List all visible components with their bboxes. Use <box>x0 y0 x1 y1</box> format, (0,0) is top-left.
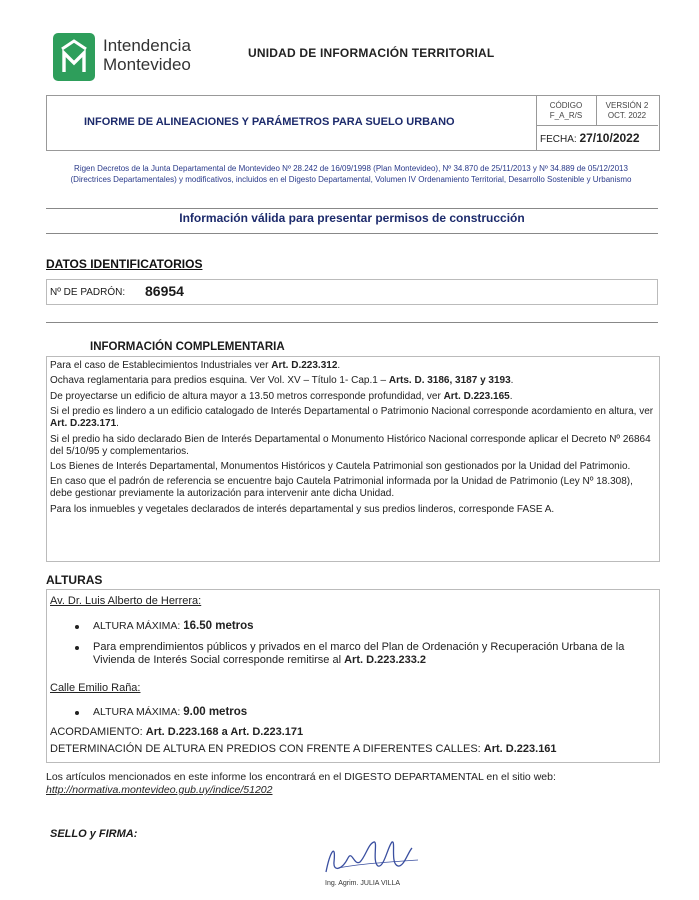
table-divider <box>536 125 658 126</box>
report-date: FECHA: 27/10/2022 <box>540 131 640 145</box>
list-item: Para los inmuebles y vegetales declarados de interés departamental y sus predios linderos, corresponde FASE A. <box>50 503 555 515</box>
determinacion-row: DETERMINACIÓN DE ALTURA EN PREDIOS CON FRENTE A DIFERENTES CALLES: Art. D.223.161 <box>50 743 557 755</box>
logo-m-icon <box>59 38 89 76</box>
signer-name: Ing. Agrim. JULIA VILLA <box>325 880 401 887</box>
acordamiento-row: ACORDAMIENTO: Art. D.223.168 a Art. D.223.171 <box>50 726 304 738</box>
digesto-link[interactable]: http://normativa.montevideo.gub.uy/indice/51202 <box>46 784 273 796</box>
code-cell: CÓDIGO F_A_R/S <box>549 101 583 120</box>
list-item: De proyectarse un edificio de altura mayor a 13.50 metros corresponde profundidad, ver Art. D.223.165. <box>50 390 513 402</box>
list-item: En caso que el padrón de referencia se encuentre bajo Cautela Patrimonial informada por la Unidad de Patrimonio (Ley Nº 18.308), debe gestionar previamente la autorización para intervenir ante dicha Unidad. <box>50 476 633 500</box>
list-item: Si el predio es lindero a un edificio catalogado de Interés Departamental o Patrimonio Nacional corresponde acordamiento en altura, ver Art. D.223.171. <box>50 406 654 430</box>
list-item: Los Bienes de Interés Departamental, Monumentos Históricos y Cautela Patrimonial son gestionados por la Unidad del Patrimonio. <box>50 460 631 472</box>
version-cell: VERSIÓN 2 OCT. 2022 <box>605 101 649 120</box>
bullet-icon <box>75 625 79 629</box>
divider <box>46 208 658 209</box>
list-item: Ochava reglamentaria para predios esquina. Ver Vol. XV – Título 1- Cap.1 – Arts. D. 3186, 3187 y 3193. <box>50 375 514 387</box>
padron-value: 86954 <box>145 283 184 299</box>
logo-mark <box>53 33 95 81</box>
datos-heading: DATOS IDENTIFICATORIOS <box>46 257 203 271</box>
bullet-icon <box>75 646 79 650</box>
max-height-row: ALTURA MÁXIMA: 16.50 metros <box>93 620 254 632</box>
unit-title: UNIDAD DE INFORMACIÓN TERRITORIAL <box>248 46 495 60</box>
divider <box>46 322 658 323</box>
padron-label: Nº DE PADRÓN: <box>50 287 126 298</box>
street-name: Calle Emilio Raña: <box>50 682 141 694</box>
complementaria-list <box>50 360 655 519</box>
alturas-heading: ALTURAS <box>46 573 103 587</box>
padron-box <box>46 279 658 305</box>
sello-label: SELLO y FIRMA: <box>50 828 138 840</box>
bullet-icon <box>75 711 79 715</box>
list-item: Para el caso de Establecimientos Industriales ver Art. D.223.312. <box>50 360 341 371</box>
decree-text: Rigen Decretos de la Junta Departamental de Montevideo Nº 28.242 de 16/09/1998 (Plan Montevideo), Nº 34.870 de 25/11/2013 y Nº 34.889 de 05/12/2013 (Directrices Departamentales) y modificativos, incluidos en el Digesto Departamental, Volumen IV Ordenamiento Territorial, Desarrollo Sostenible y Urbanismo <box>70 164 632 184</box>
report-title: INFORME DE ALINEACIONES Y PARÁMETROS PARA SUELO URBANO <box>84 116 455 128</box>
valid-info-banner: Información válida para presentar permisos de construcción <box>179 211 525 225</box>
complementaria-heading: INFORMACIÓN COMPLEMENTARIA <box>90 341 285 353</box>
social-housing-note: Para emprendimientos públicos y privados en el marco del Plan de Ordenación y Recuperación Urbana de la Vivienda de Interés Social corresponde remitirse al Art. D.223.233.2 <box>93 641 625 666</box>
divider <box>46 233 658 234</box>
list-item: Si el predio ha sido declarado Bien de Interés Departamental o Monumento Histórico Nacional corresponde aplicar el Decreto Nº 26864 del 5/10/95 y complementarios. <box>50 433 651 457</box>
max-height-row: ALTURA MÁXIMA: 9.00 metros <box>93 706 248 718</box>
footer-note: Los artículos mencionados en este informe los encontrará en el DIGESTO DEPARTAMENTAL en el sitio web: http://normativa.montevideo.gub.uy/indice/51202 <box>46 771 556 796</box>
signature-icon <box>318 832 428 882</box>
logo-text: Intendencia Montevideo <box>103 36 191 74</box>
street-name: Av. Dr. Luis Alberto de Herrera: <box>50 595 202 607</box>
